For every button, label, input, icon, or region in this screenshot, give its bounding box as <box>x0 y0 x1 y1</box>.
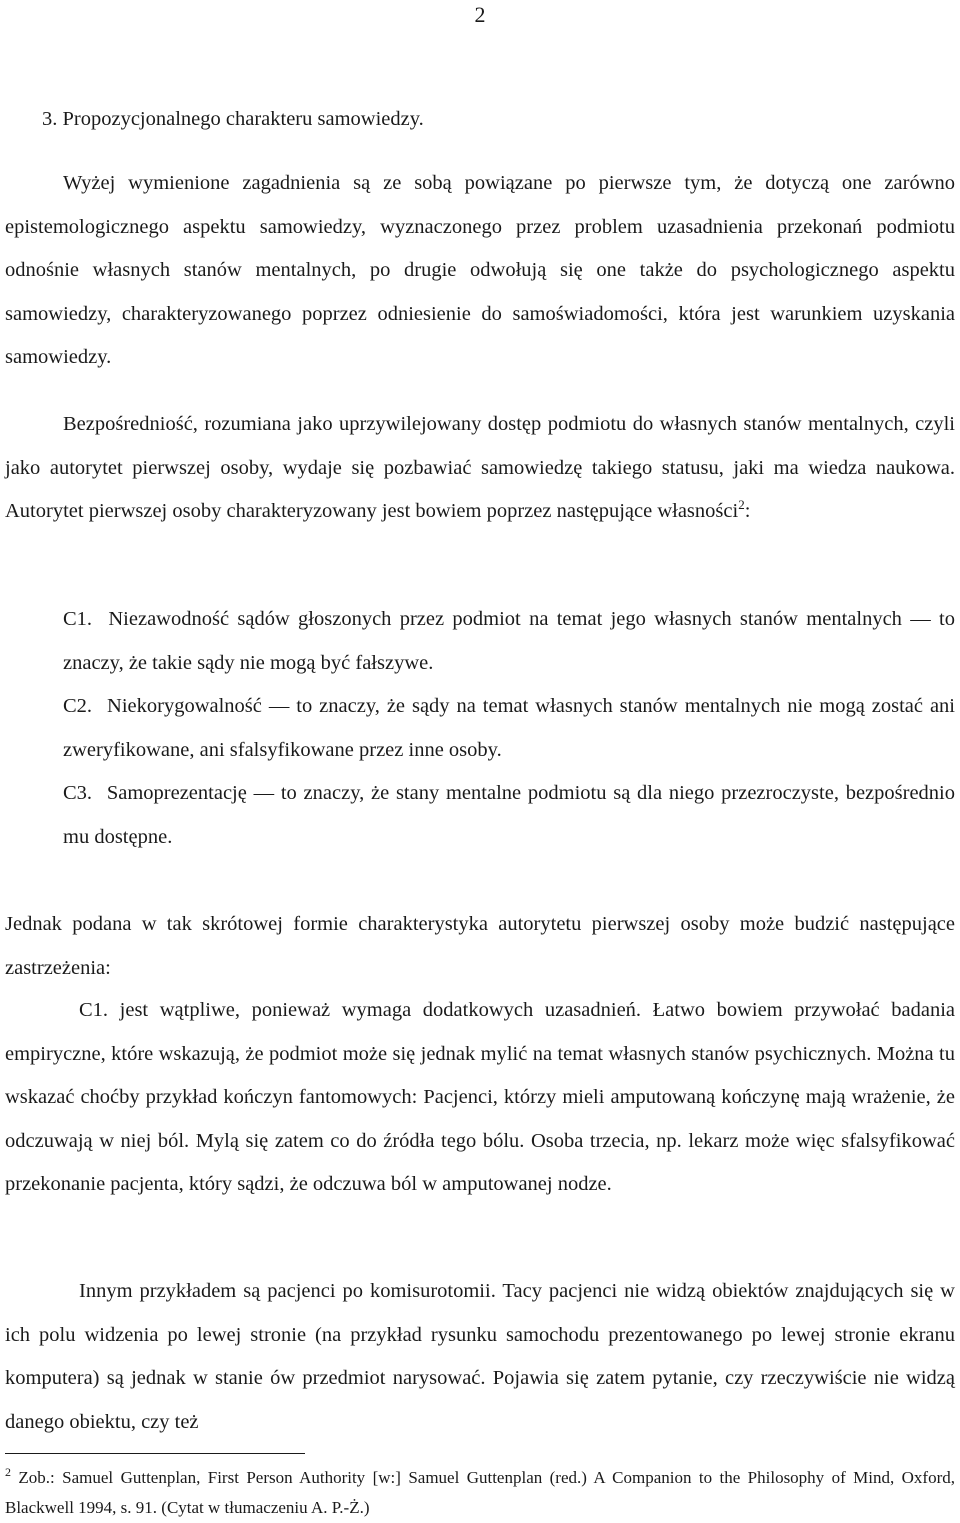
condition-marker: C1. <box>63 608 93 630</box>
paragraph-5: Innym przykładem są pacjenci po komisurotomii. Tacy pacjenci nie widzą obiektów znajdujących się w ich polu widzenia po lewej stronie (na przykład rysunku samochodu prezentowanego po lewej stronie ekranu komputera) są jednak w stanie ów przedmiot narysować. Pojawia się zatem pytanie, czy rzeczywiście nie widzą danego obiektu, czy też <box>5 1280 955 1433</box>
condition-c2 <box>63 685 955 772</box>
footnote-reference: 2 <box>738 497 745 512</box>
footnote-text: Zob.: Samuel Guttenplan, First Person Authority [w:] Samuel Guttenplan (red.) A Companion to the Philosophy of Mind, Oxford, Blackwell 1994, s. 91. (Cytat w tłumaczeniu A. P.-Ż.) <box>5 1468 955 1517</box>
condition-c1 <box>63 598 955 685</box>
page-number: 2 <box>474 2 486 27</box>
footnote <box>5 1463 955 1523</box>
condition-marker: C3. <box>63 782 93 804</box>
condition-c3 <box>63 772 955 859</box>
paragraph-2-end: : <box>744 500 751 522</box>
footnote-marker: 2 <box>5 1465 11 1479</box>
footnote-separator <box>5 1453 305 1454</box>
condition-text: Samoprezentację — to znaczy, że stany mentalne podmiotu są dla niego przezroczyste, bezpośrednio mu dostępne. <box>63 782 956 848</box>
paragraph-3: Jednak podana w tak skrótowej formie charakterystyka autorytetu pierwszej osoby może budzić następujące zastrzeżenia: <box>5 913 955 979</box>
condition-text: Niekorygowalność — to znaczy, że sądy na temat własnych stanów mentalnych nie mogą zostać ani zweryfikowane, ani sfalsyfikowane przez inne osoby. <box>63 695 955 761</box>
condition-marker: C2. <box>63 695 93 717</box>
paragraph-2-text: Bezpośredniość, rozumiana jako uprzywilejowany dostęp podmiotu do własnych stanów mentalnych, czyli jako autorytet pierwszej osoby, wydaje się pozbawiać samowiedzę takiego statusu, jaki ma wiedza naukowa. Autorytet pierwszej osoby charakteryzowany jest bowiem poprzez następujące własności <box>5 413 955 522</box>
condition-text: Niezawodność sądów głoszonych przez podmiot na temat jego własnych stanów mentalnych — to znaczy, że takie sądy nie mogą być fałszywe. <box>63 608 955 674</box>
section-heading: 3. Propozycjonalnego charakteru samowiedzy. <box>42 108 424 130</box>
paragraph-2 <box>5 403 955 534</box>
paragraph-1: Wyżej wymienione zagadnienia są ze sobą powiązane po pierwsze tym, że dotyczą one zarówno epistemologicznego aspektu samowiedzy, wyznaczonego przez problem uzasadnienia przekonań podmiotu odnośnie własnych stanów mentalnych, po drugie odwołują się one także do psychologicznego aspektu samowiedzy, charakteryzowanego poprzez odniesienie do samoświadomości, która jest warunkiem uzyskania samowiedzy. <box>5 172 955 368</box>
paragraph-4: C1. jest wątpliwe, ponieważ wymaga dodatkowych uzasadnień. Łatwo bowiem przywołać badania empiryczne, które wskazują, że podmiot może się jednak mylić na temat własnych stanów psychicznych. Można tu wskazać choćby przykład kończyn fantomowych: Pacjenci, którzy mieli amputowaną kończynę mają wrażenie, że odczuwają w niej ból. Mylą się zatem co do źródła tego bólu. Osoba trzecia, np. lekarz może więc sfalsyfikować przekonanie pacjenta, który sądzi, że odczuwa ból w amputowanej nodze. <box>5 999 955 1195</box>
